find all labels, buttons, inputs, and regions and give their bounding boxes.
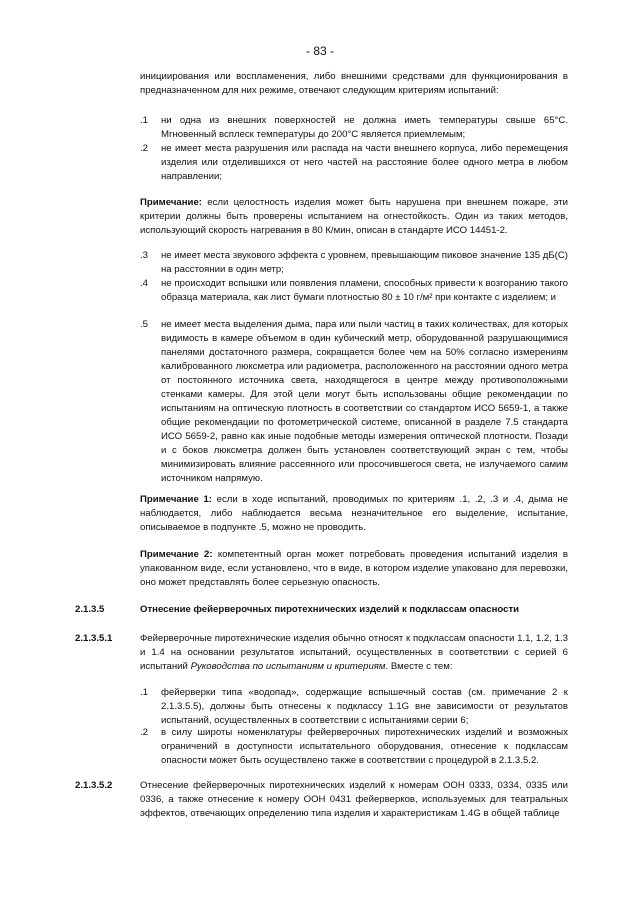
criterion-item (140, 114, 568, 142)
section-title: Отнесение фейерверочных пиротехнических изделий к подклассам опасности (140, 604, 520, 615)
section-number: 2.1.3.5 (75, 604, 105, 615)
item-text: ни одна из внешних поверхностей не должна иметь температуры свыше 65°С. Мгновенный всплеск температуры до 200°С является приемлемым; (161, 115, 568, 140)
section-number: 2.1.3.5.2 (75, 780, 113, 791)
criterion-item (140, 249, 568, 277)
item-text: не происходит вспышки или появления пламени, способных привести к возгоранию такого образца материала, как лист бумаги плотностью 80 ± 10 г/м² при контакте с изделием; и (161, 278, 568, 303)
item-text: не имеет места звукового эффекта с уровнем, превышающим пиковое значение 135 дБ(С) на расстоянии в один метр; (161, 250, 568, 275)
note-paragraph (140, 548, 568, 590)
item-number: .4 (140, 278, 149, 289)
note-text: если целостность изделия может быть нарушена при внешнем пожаре, эти критерии должны быть проверены испытанием на огнестойкость. Один из таких методов, использующий скорость нагревания в 80 К/мин, описан в стандарте ИСО 14451-2. (140, 197, 568, 236)
fireworks-item (140, 686, 568, 728)
item-text: фейерверки типа «водопад», содержащие вспышечный состав (см. примечание 2 к 2.1.3.5.5), должны быть отнесены к подклассу 1.1G вне зависимости от результатов испытаний, осуществленных в соответствии с испытаниями серии 6; (161, 687, 568, 726)
note-label: Примечание: (140, 197, 202, 208)
item-number: .5 (140, 319, 149, 330)
item-number: .2 (140, 143, 149, 154)
criterion-item (140, 277, 568, 305)
fireworks-item (140, 726, 568, 768)
item-text: в силу широты номенклатуры фейерверочных пиротехнических изделий и возможных ограничений в доступности испытательного оборудования, отнесение к подклассам опасности может быть осуществлено также в соответствии с процедурой в 2.1.3.5.2. (161, 727, 568, 766)
note-paragraph (140, 493, 568, 535)
item-text: не имеет места разрушения или распада на части внешнего корпуса, либо перемещения изделия или отделившихся от него частей на расстояние более одного метра в любом направлении; (161, 143, 568, 182)
page-number: - 83 - (305, 44, 334, 58)
item-number: .1 (140, 687, 149, 698)
manual-title: Руководства по испытаниям и критериям (190, 661, 386, 672)
item-number: .2 (140, 727, 149, 738)
paragraph-text: Фейерверочные пиротехнические изделия обычно относят к подклассам опасности 1.1, 1.2, 1.3 и 1.4 на основании результатов испытаний, осуществленных в соответствии с серией 6 испытаний (140, 633, 568, 672)
note-text: компетентный орган может потребовать проведения испытаний изделия в упакованном виде, если установлено, что в виде, в котором изделие упаковано для перевозки, оно может представлять более серьезную опасность. (140, 549, 568, 588)
criterion-item (140, 142, 568, 184)
paragraph-text: . Вместе с тем: (385, 661, 453, 672)
item-number: .1 (140, 115, 149, 126)
note-label: Примечание 2: (140, 549, 213, 560)
section-paragraph: Отнесение фейерверочных пиротехнических изделий к номерам ООН 0333, 0334, 0335 или 0336, а также отнесение к номеру ООН 0431 фейерверков, используемых для театральных эффектов, отвечающих определению типа изделия и характеристикам 1.4G в общей таблице (140, 780, 568, 819)
note-label: Примечание 1: (140, 494, 212, 505)
intro-paragraph: инициирования или воспламенения, либо внешними средствами для функционирования в предназначенном для них режиме, отвечают следующим критериям испытаний: (140, 71, 568, 96)
item-number: .3 (140, 250, 149, 261)
item-text: не имеет места выделения дыма, пара или пыли частиц в таких количествах, для которых видимость в камере объемом в один кубический метр, оборудованной разрушающимися панелями достаточного размера, сокращается более чем на 50% согласно измерениям калиброванного люксметра или радиометра, расположенного на расстоянии одного метра от постоянного источника света, находящегося в центре между противоположными стенками камеры. Для этой цели могут быть использованы общие рекомендации по испытаниям на оптическую плотность в соответствии со стандартом ИСО 5659-1, а также общие рекомендации по фотометрической системе, описанной в разделе 7.5 стандарта ИСО 5659-2, равно как иные подобные методы измерения оптической плотности. Позади и с боков люксметра должен быть установлен соответствующий экран с тем, чтобы минимизировать влияние рассеянного или просочившегося света, не излучаемого самим источником напрямую. (161, 319, 568, 484)
criterion-item (140, 318, 568, 486)
note-text: если в ходе испытаний, проводимых по критериям .1, .2, .3 и .4, дыма не наблюдается, либо наблюдается весьма незначительное его выделение, испытание, описываемое в подпункте .5, можно не проводить. (140, 494, 568, 533)
note-paragraph (140, 196, 568, 238)
section-number: 2.1.3.5.1 (75, 633, 113, 644)
section-paragraph (140, 632, 568, 674)
